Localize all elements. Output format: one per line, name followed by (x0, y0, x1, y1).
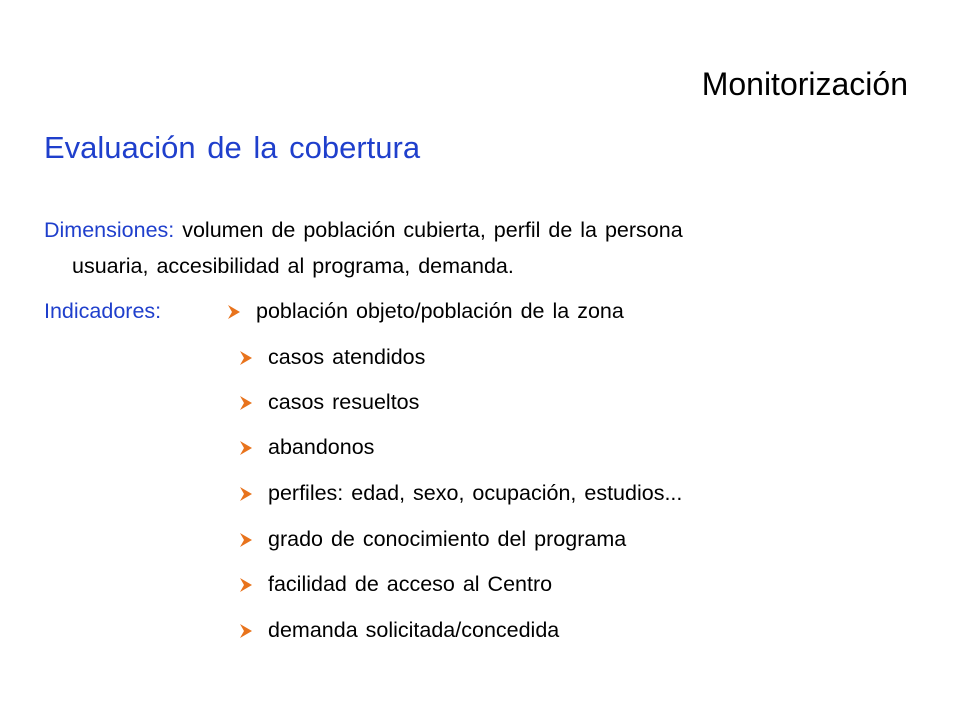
arrowhead-bullet-icon (228, 305, 240, 319)
arrowhead-bullet-icon (240, 533, 252, 547)
arrowhead-bullet-icon (240, 578, 252, 592)
indicator-item: perfiles: edad, sexo, ocupación, estudios... (240, 478, 682, 508)
arrowhead-bullet-icon (240, 624, 252, 638)
dimensiones-text-line1: volumen de población cubierta, perfil de la persona (174, 218, 683, 242)
indicator-item: casos atendidos (240, 342, 425, 372)
section-heading: Evaluación de la cobertura (44, 130, 421, 165)
indicator-item: casos resueltos (240, 387, 419, 417)
indicator-item: abandonos (240, 432, 374, 462)
dimensiones-text-line2: usuaria, accesibilidad al programa, demanda. (72, 254, 514, 278)
arrowhead-bullet-icon (240, 351, 252, 365)
indicator-item: grado de conocimiento del programa (240, 524, 626, 554)
dimensiones-paragraph (44, 212, 924, 284)
indicadores-label: Indicadores: (44, 299, 162, 323)
dimensiones-label: Dimensiones: (44, 218, 175, 242)
arrowhead-bullet-icon (240, 441, 252, 455)
indicator-item: facilidad de acceso al Centro (240, 569, 552, 599)
slide-title: Monitorización (701, 66, 908, 102)
arrowhead-bullet-icon (240, 487, 252, 501)
indicator-item: demanda solicitada/concedida (240, 615, 559, 645)
indicator-item: población objeto/población de la zona (228, 296, 624, 326)
arrowhead-bullet-icon (240, 396, 252, 410)
